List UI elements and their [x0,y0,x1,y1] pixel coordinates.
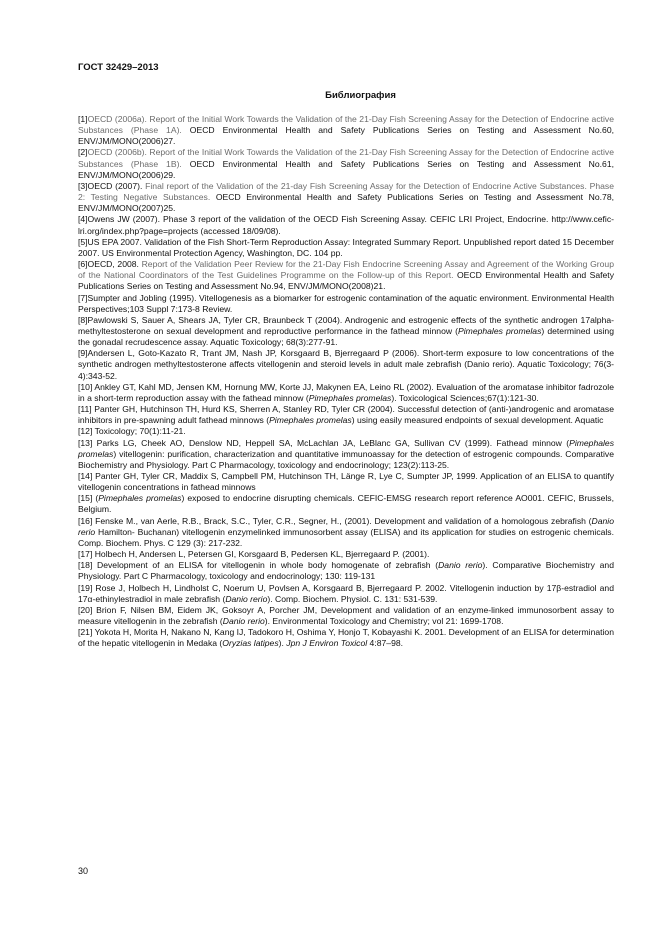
reference-entry [78,348,614,381]
reference-italic-text: Oryzias latipes [222,638,279,649]
reference-list [78,114,614,650]
reference-text: ). Comparative Biochemistry and Physiology. Part C Pharmacology, toxicology and endocrinology; 130: 119-131 [78,560,614,582]
reference-text: [2] [78,147,88,158]
reference-entry [78,471,614,493]
reference-italic-text: Pimephales promelas [458,325,542,336]
reference-text: OECD (2006a). Report of the Initial Work Towards the Validation of the 21-Day Fish Screening Assay for the Detection of Endocrine active Substances (Phase 1A). [78,114,614,136]
reference-text: [17] Holbech H, Andersen L, Petersen GI, Korsgaard B, Pedersen KL, Bjerregaard P. (2001). [78,549,430,560]
reference-text: [20] Brion F, Nilsen BM, Eidem JK, Goksoyr A, Porcher JM, Development and validation of an enzyme-linked immunosorbent assay to measure vitellogenin in the zebrafish ( [78,604,614,627]
reference-entry [78,549,614,560]
reference-text: ) exposed to endocrine disrupting chemicals. CEFIC-EMSG research report reference AO001. CEFIC, Brussels, Belgium. [78,493,614,515]
reference-text: OECD Environmental Health and Safety Publications Series on Testing and Assessment No.61, ENV/JM/MONO(2006)29. [78,158,614,180]
reference-text: OECD Environmental Health and Safety Publications Series on Testing and Assessment No.60, ENV/JM/MONO(2006)27. [78,125,614,147]
reference-text: ) determined using the gonadal recrudescence assay. Aquatic Toxicology; 68(3):277-91. [78,325,614,348]
reference-entry [78,438,614,471]
reference-entry [78,293,614,315]
reference-entry [78,404,614,426]
reference-entry [78,214,614,236]
reference-text: [8]Pawlowski S, Sauer A, Shears JA, Tyler CR, Braunbeck T (2004). Androgenic and estrogenic effects of the synthetic androgen 17alpha-methyltestosterone on sexual development and reproductive performance in the fathead minnow ( [78,314,614,336]
reference-entry [78,493,614,515]
reference-italic-text: Danio rerio [438,560,483,571]
reference-italic-text: Pimephales promelas [269,415,352,426]
reference-text: ) using easily measured endpoints of sexual development. Aquatic [351,415,604,426]
reference-italic-text: Pimephales promelas [98,493,182,504]
reference-text: [1] [78,114,88,124]
reference-text: [12] Toxicology; 70(1):11-21. [78,426,186,437]
document-standard-code: ГОСТ 32429–2013 [78,62,159,73]
reference-text: [21] Yokota H, Morita H, Nakano N, Kang IJ, Tadokoro H, Oshima Y, Honjo T, Kobayashi K. 2001. Development of an ELISA for determination of the hepatic vitellogenin in Medaka ( [78,627,614,649]
reference-entry [78,147,614,180]
reference-entry [78,605,614,627]
reference-italic-text: Danio rerio [225,593,268,604]
reference-text: [19] Rose J, Holbech H, Lindholst C, Noerum U, Povlsen A, Korsgaard B, Bjerregaard P. 2002. Vitellogenin induction by 17β-estradiol and 17α-ethinylestradiol in male zebrafish ( [78,582,614,604]
reference-text: [3]OECD (2007). [78,180,146,191]
reference-text: OECD (2006b). Report of the Initial Work Towards the Validation of the 21-Day Fish Screening Assay for the Detection of Endocrine active Substances (Phase 1B). [78,147,614,169]
reference-italic-text: Danio rerio [78,515,614,537]
reference-entry [78,259,614,292]
reference-text: ). Toxicological Sciences;67(1):121-30. [391,392,539,403]
reference-text: [14] Panter GH, Tyler CR, Maddix S, Campbell PM, Hutchinson TH, Länge R, Lye C, Sumpter JP, 1999. Application of an ELISA to quantify vitellogenin concentrations in fathead minnows [78,471,614,493]
bibliography-heading: Библиография [325,90,396,101]
reference-text: [18] Development of an ELISA for vitellogenin in whole body homogenate of zebrafish ( [78,560,439,571]
reference-entry [78,516,614,549]
reference-text: [11] Panter GH, Hutchinson TH, Hurd KS, Sherren A, Stanley RD, Tyler CR (2004). Successful detection of (anti-)androgenic and aromatase inhibitors in pre-spawning adult fathead minnows ( [78,404,614,426]
reference-text: [7]Sumpter and Jobling (1995). Vitellogenesis as a biomarker for estrogenic contamination of the aquatic environment. Environmental Health Perspectives;103 Suppl 7:173-8 Review. [78,292,614,314]
reference-text: [15] ( [78,493,99,504]
reference-text: Report of the Validation Peer Review for the 21-Day Fish Endocrine Screening Assay and Agreement of the Working Group of the National Coordinators of the Test Guidelines Programme on the Follow-up of this Report. [78,259,614,281]
reference-entry [78,315,614,348]
reference-italic-text: Pimephales promelas [308,392,392,403]
reference-text: ). [278,638,287,649]
reference-text: ). Environmental Toxicology and Chemistry; vol 21: 1699-1708. [264,616,504,627]
reference-text: OECD Environmental Health and Safety Publications Series on Testing and Assessment No.78, ENV/JM/MONO(2007)25. [78,192,614,214]
reference-text: [9]Andersen L, Goto-Kazato R, Trant JM, Nash JP, Korsgaard B, Bjerregaard P (2006). Short-term exposure to low concentrations of the synthetic androgen methyltestosterone affects vitellogenin and steroid levels in adult male zebrafish (Danio rerio). Aquatic Toxicology; 76(3-4):343-52. [78,348,614,381]
reference-entry [78,560,614,582]
reference-entry [78,426,614,437]
reference-entry [78,382,614,404]
reference-text: [4]Owens JW (2007). Phase 3 report of the validation of the OECD Fish Screening Assay. CEFIC LRI Project, Endocrine. http://www.cefic-lri.org/index.php?page=projects (accessed 18/09/08). [78,214,614,236]
reference-entry [78,237,614,259]
reference-italic-text: Danio rerio [222,616,265,627]
reference-entry [78,627,614,649]
reference-text: [10] Ankley GT, Kahl MD, Jensen KM, Hornung MW, Korte JJ, Makynen EA, Leino RL (2002). Evaluation of the aromatase inhibitor fadrozole in a short-term reproduction assay with the fathead minnow ( [78,381,614,403]
reference-text: [16] Fenske M., van Aerle, R.B., Brack, S.C., Tyler, C.R., Segner, H., (2001). Development and validation of a homologous zebrafish ( [78,515,592,526]
reference-entry [78,114,614,147]
reference-text: ). Comp. Biochem. Physiol. C. 131: 531-539. [267,593,438,604]
reference-text: [5]US EPA 2007. Validation of the Fish Short-Term Reproduction Assay: Integrated Summary Report. Unpublished report dated 15 December 2007. US Environmental Protection Agency, Washington, DC. 104 pp. [78,236,614,258]
page-number: 30 [78,866,89,876]
reference-text: [6]OECD, 2008. [78,259,142,270]
reference-text: Final report of the Validation of the 21-day Fish Screening Assay for the Detection of Endocrine Active Substances. Phase 2: Testing Negative Substances. [78,180,614,203]
reference-entry [78,583,614,605]
reference-text: [13] Parks LG, Cheek AO, Denslow ND, Heppell SA, McLachlan JA, LeBlanc GA, Sullivan CV (1999). Fathead minnow ( [78,437,570,448]
reference-entry [78,181,614,214]
reference-text: OECD Environmental Health and Safety Publications Series on Testing and Assessment No.94, ENV/JM/MONO(2008)21. [78,270,614,292]
reference-text: ) vitellogenin: purification, characterization and quantitative immunoassay for the detection of estrogenic compounds. Comparative Biochemistry and Physiology. Part C Pharmacology, toxicology and endocrinology; 123(2):113-25. [78,448,614,470]
reference-text: Hamilton- Buchanan) vitellogenin enzymelinked immunosorbent assay (ELISA) and its application for studies on estrogenic chemicals. Comp. Biochem. Phys. C 129 (3): 217-232. [78,526,614,548]
reference-text: 4:87–98. [367,638,404,649]
reference-italic-text: Pimephales promelas [78,437,614,459]
reference-italic-text: Jpn J Environ Toxicol [286,638,368,649]
